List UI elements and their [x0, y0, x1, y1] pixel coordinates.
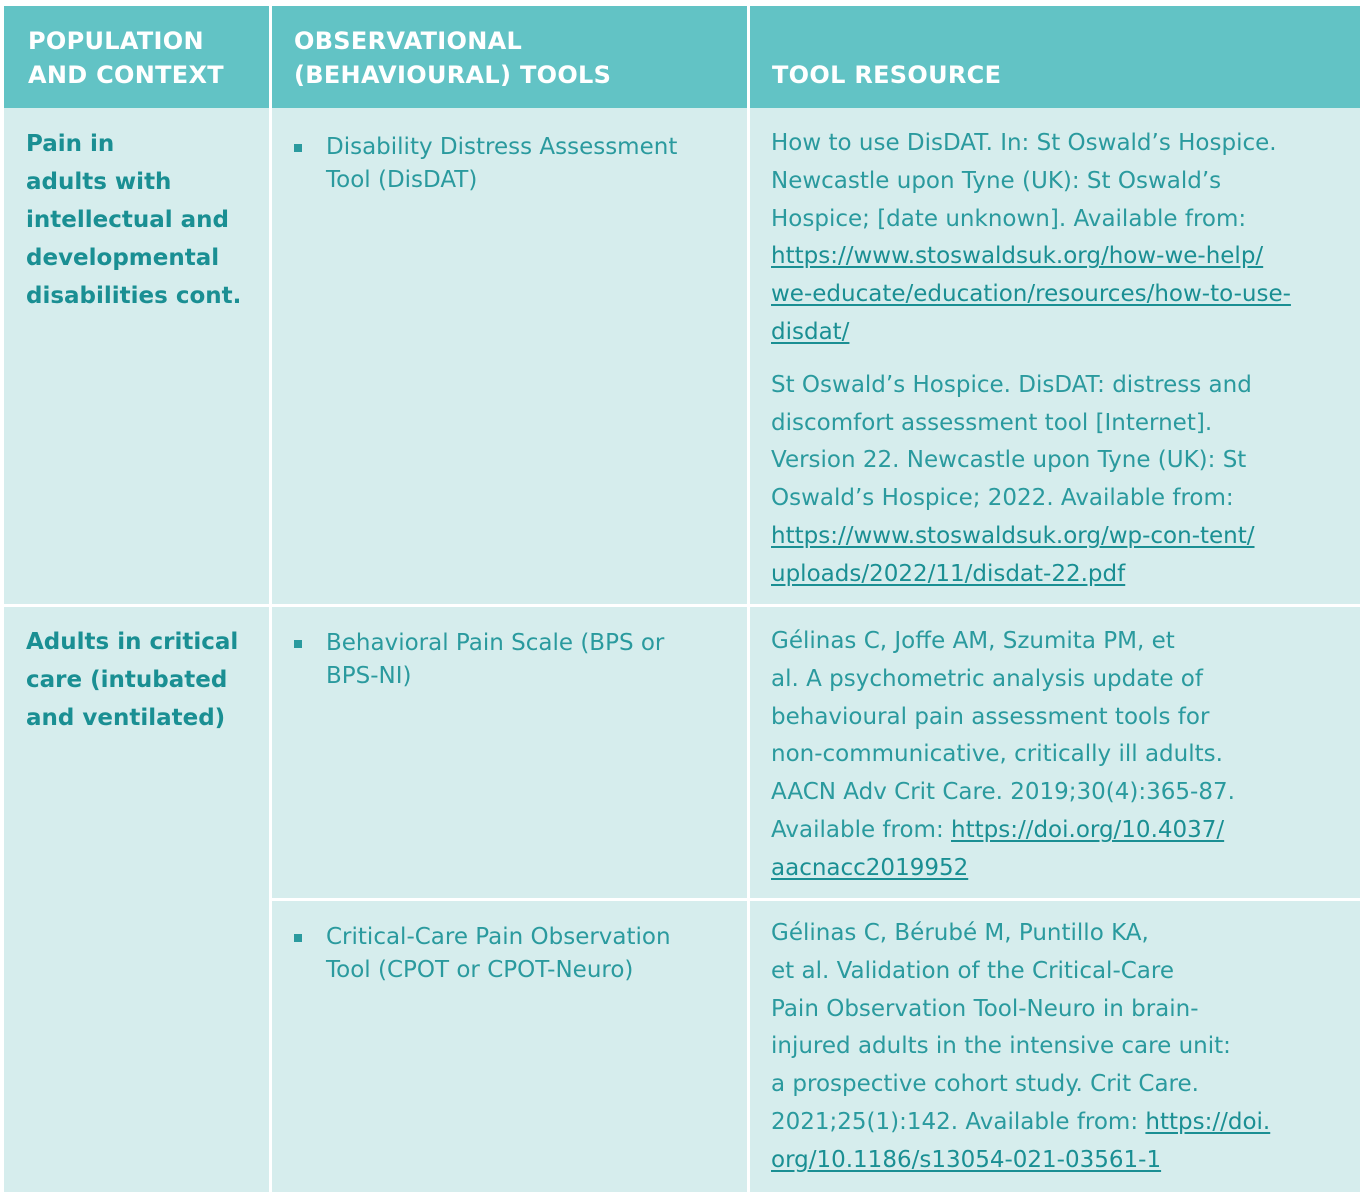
- resource-line: Pain Observation Tool-Neuro in brain-: [771, 995, 1199, 1022]
- pain-assessment-table: [4, 6, 1360, 1192]
- population-cell: [26, 623, 238, 737]
- resource-line: Gélinas C, Joffe AM, Szumita PM, et: [771, 628, 1175, 654]
- resource-line: Newcastle upon Tyne (UK): St Oswald’s: [771, 167, 1222, 194]
- resource-link[interactable]: we-educate/education/resources/how-to-use-: [771, 281, 1291, 308]
- resource-reference: [771, 915, 1270, 1180]
- population-line: and ventilated): [26, 705, 226, 731]
- column-divider-2: [747, 6, 750, 1192]
- resource-line: non-communicative, critically ill adults.: [771, 741, 1223, 768]
- resource-link[interactable]: uploads/2022/11/disdat-22.pdf: [771, 560, 1126, 587]
- resource-cell: [771, 623, 1235, 888]
- population-cell: [26, 125, 241, 315]
- tool-item: [294, 627, 664, 693]
- resource-line: 2021;25(1):142. Available from:: [771, 1108, 1146, 1135]
- resource-line: Hospice; [date unknown]. Available from:: [771, 205, 1247, 232]
- tool-line: Critical-Care Pain Observation: [326, 924, 671, 950]
- resource-line: Gélinas C, Bérubé M, Puntillo KA,: [771, 920, 1149, 946]
- tool-line: BPS-NI): [326, 663, 412, 689]
- row-divider-2: [272, 898, 1360, 901]
- header-population: [28, 24, 224, 92]
- tool-item: [294, 921, 671, 987]
- resource-link[interactable]: https://www.stoswaldsuk.org/how-we-help/: [771, 243, 1264, 270]
- resource-line: How to use DisDAT. In: St Oswald’s Hospice.: [771, 130, 1277, 156]
- resource-reference: [771, 623, 1235, 888]
- tool-line: Behavioral Pain Scale (BPS or: [326, 630, 665, 656]
- bullet-icon: [294, 640, 302, 648]
- header-population-line1: POPULATION: [28, 27, 204, 55]
- resource-link[interactable]: https://www.stoswaldsuk.org/wp-con-tent/: [771, 522, 1255, 549]
- header-tools: [294, 24, 611, 92]
- resource-line: et al. Validation of the Critical-Care: [771, 957, 1175, 984]
- bullet-icon: [294, 144, 302, 152]
- resource-reference: [771, 125, 1291, 352]
- resource-line: Oswald’s Hospice; 2022. Available from:: [771, 485, 1234, 512]
- resource-line: Available from:: [771, 816, 952, 843]
- resource-line: Version 22. Newcastle upon Tyne (UK): St: [771, 447, 1247, 474]
- resource-line: AACN Adv Crit Care. 2019;30(4):365-87.: [771, 779, 1235, 806]
- tool-line: Tool (CPOT or CPOT-Neuro): [326, 957, 634, 983]
- tool-line: Tool (DisDAT): [326, 167, 478, 193]
- resource-link[interactable]: https://doi.org/10.4037/: [951, 816, 1225, 843]
- resource-link[interactable]: https://doi.: [1145, 1108, 1271, 1135]
- header-population-line2: AND CONTEXT: [28, 61, 224, 89]
- resource-line: a prospective cohort study. Crit Care.: [771, 1071, 1199, 1098]
- population-line: disabilities cont.: [26, 283, 242, 309]
- population-line: intellectual and: [26, 207, 229, 233]
- resource-reference: [771, 367, 1291, 594]
- resource-cell: [771, 125, 1291, 594]
- row-divider-1: [4, 604, 1360, 607]
- resource-line: discomfort assessment tool [Internet].: [771, 409, 1213, 436]
- resource-line: injured adults in the intensive care unit:: [771, 1033, 1231, 1060]
- tool-line: Disability Distress Assessment: [326, 134, 678, 160]
- population-line: developmental: [26, 245, 220, 271]
- column-divider-1: [269, 6, 272, 1192]
- resource-link[interactable]: org/10.1186/s13054-021-03561-1: [771, 1146, 1162, 1173]
- tool-item: [294, 131, 677, 197]
- population-line: Adults in critical: [26, 629, 239, 655]
- resource-link[interactable]: aacnacc2019952: [771, 854, 969, 881]
- header-resource: TOOL RESOURCE: [772, 61, 1002, 89]
- resource-line: al. A psychometric analysis update of: [771, 665, 1203, 692]
- header-tools-line1: OBSERVATIONAL: [294, 27, 523, 55]
- resource-line: St Oswald’s Hospice. DisDAT: distress and: [771, 371, 1252, 398]
- resource-link[interactable]: disdat/: [771, 318, 850, 345]
- header-tools-line2: (BEHAVIOURAL) TOOLS: [294, 61, 612, 89]
- resource-cell: [771, 915, 1270, 1180]
- population-line: Pain in: [26, 131, 115, 157]
- population-line: care (intubated: [26, 667, 228, 693]
- resource-line: behavioural pain assessment tools for: [771, 703, 1210, 730]
- bullet-icon: [294, 934, 302, 942]
- population-line: adults with: [26, 169, 172, 195]
- table-header: [4, 6, 1360, 108]
